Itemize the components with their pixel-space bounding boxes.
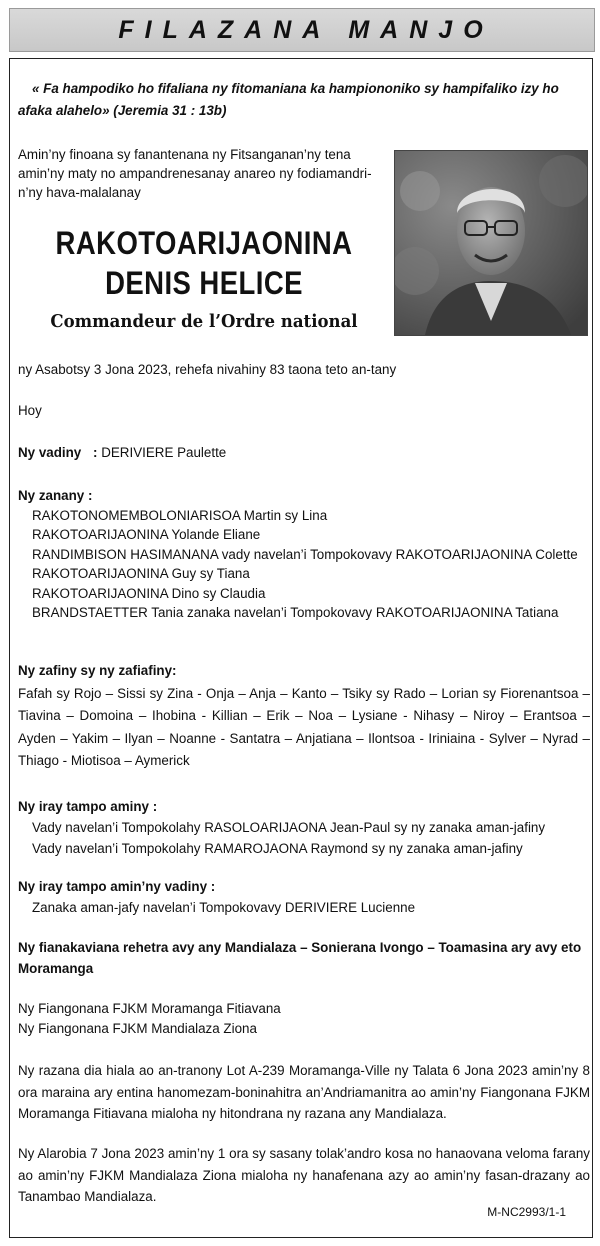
header-banner [9, 8, 595, 52]
sibling-item: Vady navelan’i Tompokolahy RASOLOARIJAONA Jean-Paul sy ny zanaka aman-jafiny [32, 820, 546, 835]
deceased-title: Commandeur de l’Ordre national [50, 311, 358, 332]
header-title: FILAZANA MANJO [118, 15, 494, 44]
siblings-label: Ny iray tampo aminy : [18, 799, 158, 814]
siblings-section [18, 796, 590, 859]
deceased-photo [394, 150, 588, 336]
church-item: Ny Fiangonana FJKM Moramanga Fitiavana [18, 1001, 281, 1016]
ceremony-paragraph-1: Ny razana dia hiala ao an-tranony Lot A-239 Moramanga-Ville ny Talata 6 Jona 2023 amin’ny 8 ora maraina ary entina hanomezam-boninahitra an’Andriamanitra ao amin’ny Fiangonana FJKM Moramanga Fitiavana mialoha ny hitondrana ny razana any Mandialaza. [18, 1063, 590, 1121]
deceased-given-names: DENIS HELICE [105, 265, 303, 301]
reference-code: M-NC2993/1-1 [487, 1205, 566, 1219]
child-item: RAKOTOARIJAONINA Dino sy Claudia [32, 585, 266, 601]
deceased-surname: RAKOTOARIJAONINA [55, 225, 353, 261]
spouse-sibling-item: Zanaka aman-jafy navelan’i Tompokovavy DERIVIERE Lucienne [32, 900, 416, 915]
spouse-siblings-section [18, 876, 590, 918]
spouse-separator: : [93, 445, 98, 460]
child-item: RAKOTOARIJAONINA Guy sy Tiana [32, 566, 250, 581]
children-section [18, 486, 590, 623]
ceremony-paragraph-2: Ny Alarobia 7 Jona 2023 amin’ny 1 ora sy sasany tolak’andro kosa no hanaovana veloma farany ao amin’ny FJKM Mandialaza Ziona mialoha ny hanafenana azy ao amin’ny fasan-drazany ao Tanambao Mandialaza. [18, 1146, 590, 1204]
death-info: ny Asabotsy 3 Jona 2023, rehefa nivahiny 83 taona teto an-tany [18, 362, 397, 377]
spouse-label: Ny vadiny [18, 445, 82, 460]
child-item: RANDIMBISON HASIMANANA vady navelan’i Tompokovavy RAKOTOARIJAONINA Colette [32, 546, 578, 562]
grandchildren-label: Ny zafiny sy ny zafiafiny: [18, 663, 177, 678]
bible-verse: « Fa hampodiko ho fifaliana ny fitomaniana ka hampiononiko sy hampifaliko izy ho afaka alahelo» (Jeremia 31 : 13b) [18, 81, 559, 118]
intro-text: Amin’ny finoana sy fanantenana ny Fitsanganan’ny tena amin’ny maty no ampandrenesanay anareo ny fodiamandri-n’ny hava-malalanay [18, 147, 372, 200]
spouse-siblings-label: Ny iray tampo amin’ny vadiny : [18, 879, 216, 894]
church-item: Ny Fiangonana FJKM Mandialaza Ziona [18, 1021, 257, 1036]
grandchildren-list: Fafah sy Rojo – Sissi sy Zina - Onja – Anja – Kanto – Tsiky sy Rado – Lorian sy Fiorenantsoa – Tiavina – Domoina – Ihobina - Killian – Erik – Noa – Lysiane - Nihasy – Niroy – Erantsoa – Ayden – Yakim – Ilyan – Noanne - Santatra – Anjatiana – Ilontsoa - Iriniaina - Sylver – Nyrad – Thiago - Miotisoa – Aymerick [18, 685, 590, 768]
spouse-line [18, 443, 590, 463]
sibling-item: Vady navelan’i Tompokolahy RAMAROJAONA Raymond sy ny zanaka aman-jafiny [32, 841, 523, 856]
hoy-label: Hoy [18, 403, 42, 418]
child-item: RAKOTOARIJAONINA Yolande Eliane [32, 527, 261, 542]
grandchildren-section [18, 660, 590, 773]
child-item: RAKOTONOMEMBOLONIARISOA Martin sy Lina [32, 507, 328, 523]
children-label: Ny zanany : [18, 488, 93, 503]
portrait-image [395, 151, 587, 335]
relatives-line: Ny fianakaviana rehetra avy any Mandialaza – Sonierana Ivongo – Toamasina ary avy eto Moramanga [18, 940, 582, 976]
spouse-name: DERIVIERE Paulette [101, 445, 227, 460]
child-item: BRANDSTAETTER Tania zanaka navelan’i Tompokovavy RAKOTOARIJAONINA Tatiana [32, 605, 559, 620]
churches-section [18, 999, 590, 1039]
